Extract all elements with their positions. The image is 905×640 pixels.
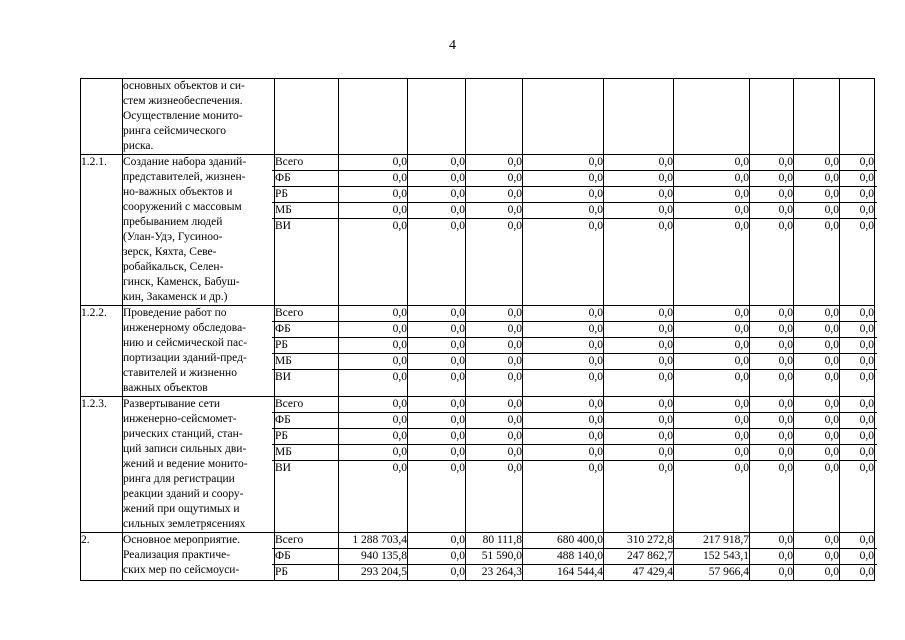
amount-value: 0,0 <box>671 413 752 429</box>
amount-value: 0,0 <box>747 322 796 338</box>
amount-value: 0,0 <box>671 171 752 187</box>
funding-source-cell <box>275 397 339 533</box>
amount-value: 0,0 <box>336 306 410 322</box>
funding-source: МБ <box>272 354 338 370</box>
amount-value: 0,0 <box>392 371 407 383</box>
amount-value: 57 966,4 <box>708 566 749 578</box>
amount-value: 0,0 <box>601 413 676 429</box>
amount-value: 0,0 <box>601 203 676 219</box>
amount-value: 0,0 <box>405 322 468 338</box>
amount-value: 0,0 <box>336 187 410 203</box>
amount-value: 0,0 <box>336 397 410 413</box>
amount-value: 0,0 <box>791 322 842 338</box>
amount-value: 0,0 <box>405 155 468 171</box>
amount-value: 0,0 <box>520 338 606 354</box>
amount-value: 0,0 <box>824 462 839 474</box>
value-cell <box>674 155 750 306</box>
amount-value: 0,0 <box>791 549 842 565</box>
funding-source: МБ <box>272 445 338 461</box>
amount-value: 0,0 <box>336 429 410 445</box>
amount-value: 0,0 <box>671 429 752 445</box>
amount-value: 0,0 <box>601 445 676 461</box>
table-row <box>81 397 875 533</box>
activity-name-text: Создание набора зданий- представителей, жизнен- но-важных объектов и сооружений с массовым пребыванием людей (Улан-Удэ, Гусиноо- зерск, Кяхта, Севе- робайкальск, Селен- гинск, Каменск, Бабуш- кин, Закаменск и др.) <box>123 156 247 303</box>
amount-value: 0,0 <box>778 566 793 578</box>
value-cell <box>523 306 604 397</box>
amount-value: 0,0 <box>507 462 522 474</box>
amount-value: 0,0 <box>658 220 673 232</box>
row-number: 1.2.1. <box>81 155 123 306</box>
amount-value: 0,0 <box>824 566 839 578</box>
amount-value: 164 544,4 <box>557 566 603 578</box>
amount-value: 0,0 <box>463 397 525 413</box>
value-cell <box>794 155 840 306</box>
amount-value: 0,0 <box>859 462 874 474</box>
amount-value: 0,0 <box>336 322 410 338</box>
amount-value: 0,0 <box>837 354 877 370</box>
amount-value: 0,0 <box>791 187 842 203</box>
value-cell <box>408 397 466 533</box>
amount-value: 0,0 <box>837 155 877 171</box>
funding-source: ВИ <box>275 220 291 232</box>
activity-name <box>123 533 275 581</box>
amount-value: 0,0 <box>671 322 752 338</box>
funding-source: МБ <box>272 203 338 219</box>
activity-name <box>123 155 275 306</box>
amount-value: 0,0 <box>463 354 525 370</box>
amount-value: 0,0 <box>520 171 606 187</box>
value-cell <box>523 533 604 581</box>
amount-value: 0,0 <box>520 187 606 203</box>
amount-value: 0,0 <box>734 220 749 232</box>
funding-source: Всего <box>272 306 338 322</box>
value-cell <box>604 155 674 306</box>
amount-value: 0,0 <box>747 338 796 354</box>
amount-value: 0,0 <box>405 171 468 187</box>
amount-value: 0,0 <box>520 322 606 338</box>
amount-value: 0,0 <box>859 220 874 232</box>
amount-value: 0,0 <box>601 429 676 445</box>
amount-value: 0,0 <box>747 306 796 322</box>
funding-source-cell <box>275 306 339 397</box>
funding-source-cell <box>275 533 339 581</box>
amount-value: 0,0 <box>336 155 410 171</box>
amount-value: 0,0 <box>463 322 525 338</box>
amount-value: 0,0 <box>601 322 676 338</box>
amount-value: 0,0 <box>463 413 525 429</box>
amount-value: 940 135,8 <box>336 549 410 565</box>
amount-value: 0,0 <box>658 371 673 383</box>
amount-value: 0,0 <box>747 549 796 565</box>
funding-source: ФБ <box>272 549 338 565</box>
funding-source: ФБ <box>272 322 338 338</box>
amount-value: 0,0 <box>859 371 874 383</box>
value-cell <box>339 79 408 155</box>
funding-source-cell <box>275 155 339 306</box>
amount-value: 0,0 <box>520 429 606 445</box>
table-row <box>81 155 875 306</box>
amount-value: 0,0 <box>747 397 796 413</box>
value-cell <box>523 79 604 155</box>
amount-value: 0,0 <box>450 371 465 383</box>
row-number: 1.2.2. <box>81 306 123 397</box>
amount-value: 0,0 <box>450 566 465 578</box>
funding-source: ФБ <box>272 413 338 429</box>
amount-value: 0,0 <box>747 445 796 461</box>
value-cell <box>674 306 750 397</box>
amount-value: 0,0 <box>405 429 468 445</box>
amount-value: 0,0 <box>824 371 839 383</box>
value-cell <box>840 533 875 581</box>
value-cell <box>794 79 840 155</box>
value-cell <box>339 155 408 306</box>
amount-value: 0,0 <box>671 203 752 219</box>
amount-value: 0,0 <box>405 306 468 322</box>
amount-value: 0,0 <box>405 354 468 370</box>
amount-value: 0,0 <box>601 155 676 171</box>
funding-source: РБ <box>272 429 338 445</box>
amount-value: 0,0 <box>405 413 468 429</box>
amount-value: 0,0 <box>450 462 465 474</box>
amount-value: 488 140,0 <box>520 549 606 565</box>
value-cell <box>339 533 408 581</box>
amount-value: 0,0 <box>791 155 842 171</box>
amount-value: 0,0 <box>837 322 877 338</box>
amount-value: 0,0 <box>824 220 839 232</box>
amount-value: 0,0 <box>837 171 877 187</box>
amount-value: 0,0 <box>837 549 877 565</box>
amount-value: 0,0 <box>405 397 468 413</box>
value-cell <box>674 533 750 581</box>
amount-value: 0,0 <box>405 533 468 549</box>
amount-value: 0,0 <box>336 203 410 219</box>
amount-value: 0,0 <box>601 397 676 413</box>
row-number: 1.2.3. <box>81 397 123 533</box>
amount-value: 0,0 <box>463 338 525 354</box>
value-cell <box>523 397 604 533</box>
funding-source: Всего <box>272 397 338 413</box>
value-cell <box>750 306 794 397</box>
value-cell <box>794 397 840 533</box>
value-cell <box>339 397 408 533</box>
activity-name-text: Проведение работ по инженерному обследова- нию и сейсмической пас- портизации зданий-пред- ставителей и жизненно важных объектов <box>123 307 248 394</box>
amount-value: 0,0 <box>520 203 606 219</box>
funding-source: Всего <box>272 533 338 549</box>
amount-value: 0,0 <box>336 445 410 461</box>
amount-value: 0,0 <box>601 354 676 370</box>
amount-value: 80 111,8 <box>463 533 525 549</box>
amount-value: 0,0 <box>747 187 796 203</box>
amount-value: 0,0 <box>588 462 603 474</box>
amount-value: 0,0 <box>837 533 877 549</box>
amount-value: 0,0 <box>747 155 796 171</box>
amount-value: 0,0 <box>601 171 676 187</box>
amount-value: 0,0 <box>778 371 793 383</box>
amount-value: 0,0 <box>837 203 877 219</box>
amount-value: 0,0 <box>791 338 842 354</box>
funding-source: РБ <box>272 187 338 203</box>
amount-value: 0,0 <box>463 445 525 461</box>
amount-value: 0,0 <box>671 445 752 461</box>
amount-value: 0,0 <box>405 549 468 565</box>
value-cell <box>604 79 674 155</box>
value-cell <box>408 306 466 397</box>
value-cell <box>604 397 674 533</box>
funding-source: ВИ <box>275 462 291 474</box>
value-cell <box>523 155 604 306</box>
amount-value: 310 272,8 <box>601 533 676 549</box>
amount-value: 0,0 <box>463 306 525 322</box>
amount-value: 152 543,1 <box>671 549 752 565</box>
amount-value: 0,0 <box>405 445 468 461</box>
amount-value: 0,0 <box>671 306 752 322</box>
activity-name-text: Основное мероприятие. Реализация практиче- ских мер по сейсмоуси- <box>123 534 241 576</box>
amount-value: 0,0 <box>734 462 749 474</box>
amount-value: 0,0 <box>837 338 877 354</box>
amount-value: 0,0 <box>791 171 842 187</box>
value-cell <box>604 533 674 581</box>
amount-value: 0,0 <box>405 203 468 219</box>
amount-value: 0,0 <box>671 187 752 203</box>
amount-value: 0,0 <box>747 533 796 549</box>
amount-value: 0,0 <box>837 429 877 445</box>
amount-value: 0,0 <box>778 220 793 232</box>
amount-value: 0,0 <box>463 429 525 445</box>
value-cell <box>750 533 794 581</box>
amount-value: 0,0 <box>837 413 877 429</box>
value-cell <box>750 155 794 306</box>
amount-value: 0,0 <box>791 413 842 429</box>
amount-value: 0,0 <box>734 371 749 383</box>
table-row <box>81 79 875 155</box>
amount-value: 0,0 <box>747 429 796 445</box>
funding-source: ФБ <box>272 171 338 187</box>
amount-value: 0,0 <box>658 462 673 474</box>
amount-value: 0,0 <box>450 220 465 232</box>
amount-value: 0,0 <box>588 371 603 383</box>
amount-value: 0,0 <box>837 397 877 413</box>
amount-value: 0,0 <box>507 220 522 232</box>
value-cell <box>339 306 408 397</box>
page-number: 4 <box>449 38 456 53</box>
amount-value: 0,0 <box>791 203 842 219</box>
amount-value: 0,0 <box>791 429 842 445</box>
amount-value: 0,0 <box>520 155 606 171</box>
amount-value: 217 918,7 <box>671 533 752 549</box>
amount-value: 0,0 <box>671 155 752 171</box>
amount-value: 47 429,4 <box>632 566 673 578</box>
value-cell <box>408 79 466 155</box>
amount-value: 0,0 <box>336 354 410 370</box>
value-cell <box>466 306 523 397</box>
amount-value: 0,0 <box>837 445 877 461</box>
value-cell <box>750 79 794 155</box>
value-cell <box>466 533 523 581</box>
amount-value: 0,0 <box>601 187 676 203</box>
funding-source: ВИ <box>275 371 291 383</box>
amount-value: 0,0 <box>747 171 796 187</box>
row-number <box>81 79 123 155</box>
amount-value: 0,0 <box>405 187 468 203</box>
activity-name <box>123 306 275 397</box>
amount-value: 247 862,7 <box>601 549 676 565</box>
amount-value: 0,0 <box>671 354 752 370</box>
value-cell <box>794 306 840 397</box>
table-row <box>81 306 875 397</box>
row-number: 2. <box>81 533 123 581</box>
amount-value: 0,0 <box>520 445 606 461</box>
amount-value: 0,0 <box>520 306 606 322</box>
amount-value: 0,0 <box>747 413 796 429</box>
amount-value: 1 288 703,4 <box>336 533 410 549</box>
value-cell <box>466 79 523 155</box>
value-cell <box>674 79 750 155</box>
amount-value: 0,0 <box>837 306 877 322</box>
value-cell <box>408 533 466 581</box>
amount-value: 0,0 <box>336 171 410 187</box>
amount-value: 0,0 <box>392 220 407 232</box>
funding-source: РБ <box>275 566 288 578</box>
value-cell <box>840 155 875 306</box>
value-cell <box>840 79 875 155</box>
amount-value: 293 204,5 <box>361 566 407 578</box>
amount-value: 0,0 <box>671 338 752 354</box>
amount-value: 0,0 <box>520 413 606 429</box>
amount-value: 680 400,0 <box>520 533 606 549</box>
amount-value: 0,0 <box>601 306 676 322</box>
value-cell <box>466 155 523 306</box>
amount-value: 0,0 <box>747 354 796 370</box>
funding-source: Всего <box>272 155 338 171</box>
amount-value: 0,0 <box>671 397 752 413</box>
amount-value: 0,0 <box>791 445 842 461</box>
amount-value: 0,0 <box>463 187 525 203</box>
value-cell <box>408 155 466 306</box>
amount-value: 0,0 <box>463 155 525 171</box>
amount-value: 0,0 <box>507 371 522 383</box>
amount-value: 0,0 <box>601 338 676 354</box>
amount-value: 51 590,0 <box>463 549 525 565</box>
amount-value: 0,0 <box>588 220 603 232</box>
amount-value: 0,0 <box>520 354 606 370</box>
amount-value: 0,0 <box>791 533 842 549</box>
value-cell <box>840 397 875 533</box>
amount-value: 0,0 <box>859 566 874 578</box>
value-cell <box>674 397 750 533</box>
funding-source-cell <box>275 79 339 155</box>
amount-value: 0,0 <box>520 397 606 413</box>
amount-value: 0,0 <box>791 354 842 370</box>
value-cell <box>604 306 674 397</box>
activity-name <box>123 397 275 533</box>
value-cell <box>840 306 875 397</box>
value-cell <box>750 397 794 533</box>
amount-value: 0,0 <box>747 203 796 219</box>
amount-value: 0,0 <box>392 462 407 474</box>
funding-source: РБ <box>272 338 338 354</box>
activity-name <box>123 79 275 155</box>
amount-value: 0,0 <box>778 462 793 474</box>
amount-value: 0,0 <box>791 397 842 413</box>
activity-name-text: основных объектов и си- стем жизнеобеспечения. Осуществление монито- ринга сейсмического риска. <box>123 80 245 152</box>
amount-value: 23 264,3 <box>481 566 522 578</box>
amount-value: 0,0 <box>336 413 410 429</box>
amount-value: 0,0 <box>336 338 410 354</box>
amount-value: 0,0 <box>463 203 525 219</box>
value-cell <box>466 397 523 533</box>
activity-name-text: Развертывание сети инженерно-сейсмомет- рических станций, стан- ций записи сильных дви- жений и ведение монито- ринга для регистрации реакции зданий и соору- жений при ощутимых и сильных землетрясениях <box>123 398 248 530</box>
table-row <box>81 533 875 581</box>
amount-value: 0,0 <box>463 171 525 187</box>
funding-table <box>80 78 875 581</box>
amount-value: 0,0 <box>837 187 877 203</box>
amount-value: 0,0 <box>405 338 468 354</box>
amount-value: 0,0 <box>791 306 842 322</box>
value-cell <box>794 533 840 581</box>
